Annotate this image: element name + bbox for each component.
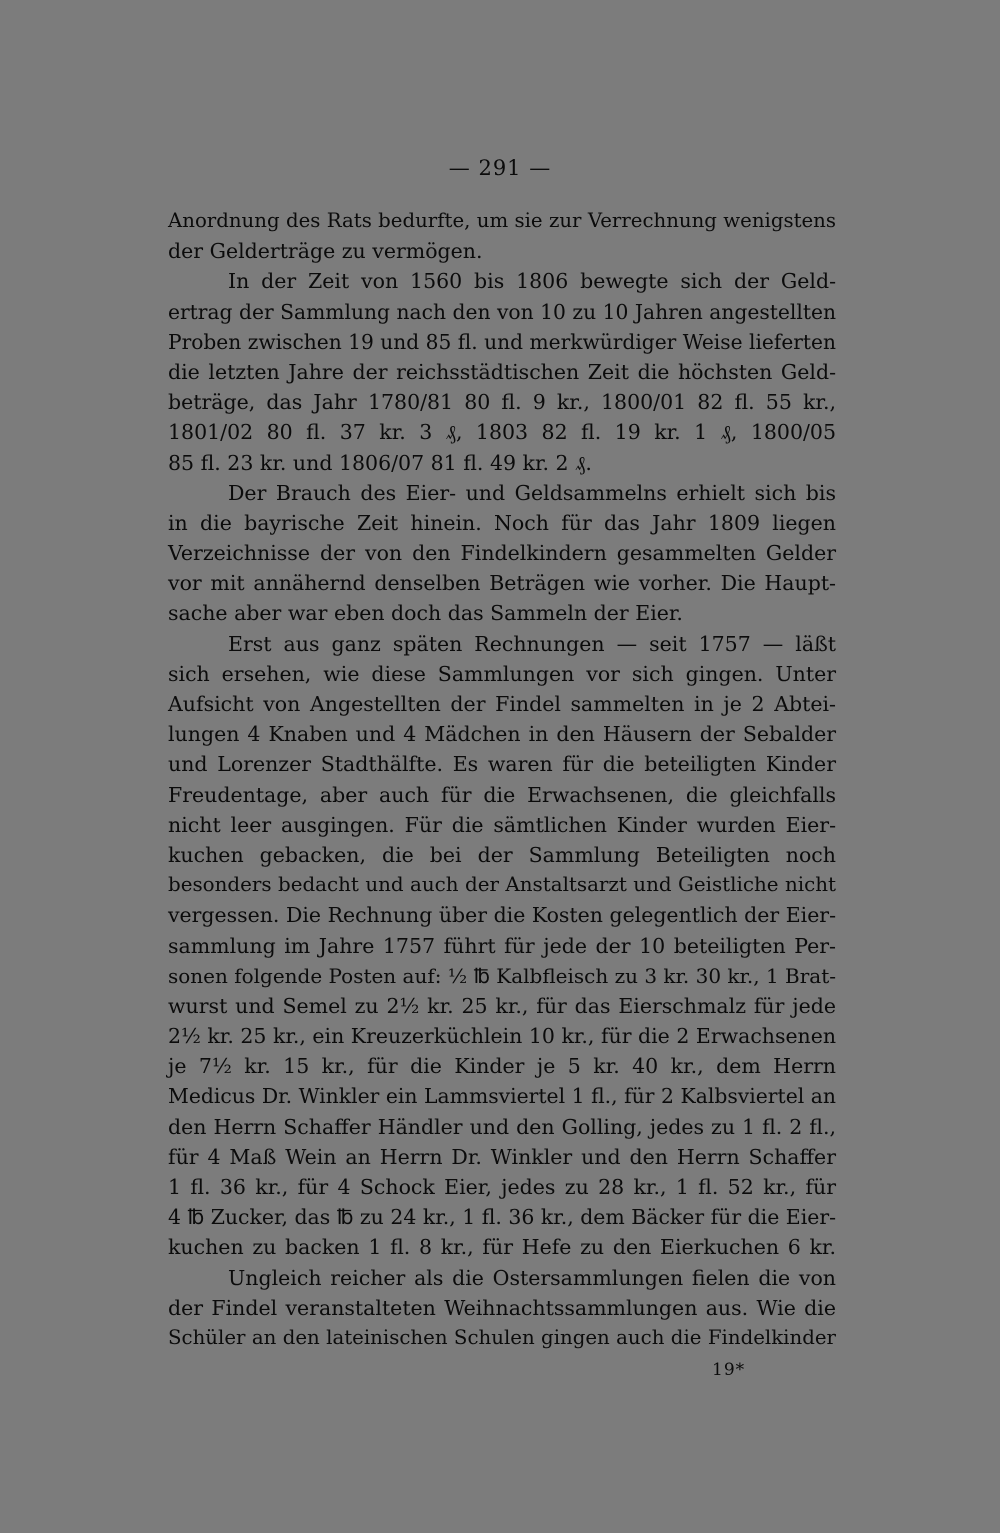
text-line: der Gelderträge zu vermögen. <box>168 239 483 264</box>
text-line: für 4 Maß Wein an Herrn Dr. Winkler und den Herrn Schaffer <box>168 1144 836 1169</box>
text-line: sache aber war eben doch das Sammeln der Eier. <box>168 601 683 626</box>
text-line: sich ersehen, wie diese Sammlungen vor sich gingen. Unter <box>168 661 836 686</box>
text-line: der Findel veranstalteten Weihnachtssammlungen aus. Wie die <box>168 1295 836 1320</box>
body-text <box>168 206 836 1353</box>
text-line: und Lorenzer Stadthälfte. Es waren für die beteiligten Kinder <box>168 752 836 777</box>
text-line: lungen 4 Knaben und 4 Mädchen in den Häusern der Sebalder <box>168 722 836 747</box>
text-line: Medicus Dr. Winkler ein Lammsviertel 1 fl., für 2 Kalbsviertel an <box>168 1084 836 1109</box>
text-line: 2½ kr. 25 kr., ein Kreuzerküchlein 10 kr., für die 2 Erwachsenen <box>168 1024 836 1049</box>
text-line: vergessen. Die Rechnung über die Kosten gelegentlich der Eier- <box>168 903 836 928</box>
signature-mark: 19* <box>712 1360 746 1380</box>
text-line: Erst aus ganz späten Rechnungen — seit 1757 — läßt <box>228 631 836 656</box>
text-line: besonders bedacht und auch der Anstaltsarzt und Geistliche nicht <box>168 873 836 897</box>
page-number-header: — 291 — <box>448 156 552 180</box>
text-line: Verzeichnisse der von den Findelkindern gesammelten Gelder <box>168 541 836 566</box>
text-line: Schüler an den lateinischen Schulen gingen auch die Findelkinder <box>168 1325 836 1349</box>
text-line: Ungleich reicher als die Ostersammlungen fielen die von <box>228 1265 836 1290</box>
text-line: ertrag der Sammlung nach den von 10 zu 10 Jahren angestellten <box>168 299 836 324</box>
text-line: Proben zwischen 19 und 85 fl. und merkwürdiger Weise lieferten <box>168 329 836 354</box>
text-line: beträge, das Jahr 1780/81 80 fl. 9 kr., 1800/01 82 fl. 55 kr., <box>168 390 836 415</box>
text-line: In der Zeit von 1560 bis 1806 bewegte sich der Geld- <box>228 269 836 294</box>
text-line: sonen folgende Posten auf: ½ ℔ Kalbfleisch zu 3 kr. 30 kr., 1 Brat- <box>168 963 836 988</box>
text-line: 1801/02 80 fl. 37 kr. 3 ₰, 1803 82 fl. 19 kr. 1 ₰, 1800/05 <box>168 420 836 445</box>
text-line: Aufsicht von Angestellten der Findel sammelten in je 2 Abtei- <box>168 692 836 716</box>
text-line: 1 fl. 36 kr., für 4 Schock Eier, jedes zu 28 kr., 1 fl. 52 kr., für <box>168 1175 836 1199</box>
text-line: sammlung im Jahre 1757 führt für jede der 10 beteiligten Per- <box>168 933 836 958</box>
text-line: 4 ℔ Zucker, das ℔ zu 24 kr., 1 fl. 36 kr., dem Bäcker für die Eier- <box>168 1205 836 1230</box>
text-line: Der Brauch des Eier- und Geldsammelns erhielt sich bis <box>228 480 836 505</box>
text-line: den Herrn Schaffer Händler und den Golling, jedes zu 1 fl. 2 fl., <box>168 1114 836 1139</box>
text-line: kuchen gebacken, die bei der Sammlung Beteiligten noch <box>168 842 836 867</box>
text-line: wurst und Semel zu 2½ kr. 25 kr., für das Eierschmalz für jede <box>168 993 836 1018</box>
text-line: Anordnung des Rats bedurfte, um sie zur Verrechnung wenigstens <box>168 209 836 232</box>
text-line: nicht leer ausgingen. Für die sämtlichen Kinder wurden Eier- <box>168 812 836 837</box>
text-line: in die bayrische Zeit hinein. Noch für das Jahr 1809 liegen <box>168 510 836 535</box>
text-line: die letzten Jahre der reichsstädtischen Zeit die höchsten Geld- <box>168 359 836 384</box>
text-line: 85 fl. 23 kr. und 1806/07 81 fl. 49 kr. 2 ₰. <box>168 450 592 475</box>
text-line: kuchen zu backen 1 fl. 8 kr., für Hefe zu den Eierkuchen 6 kr. <box>168 1235 836 1260</box>
text-line: vor mit annähernd denselben Beträgen wie vorher. Die Haupt- <box>168 571 836 596</box>
text-line: Freudentage, aber auch für die Erwachsenen, die gleichfalls <box>168 782 836 807</box>
text-line: je 7½ kr. 15 kr., für die Kinder je 5 kr. 40 kr., dem Herrn <box>168 1054 836 1079</box>
